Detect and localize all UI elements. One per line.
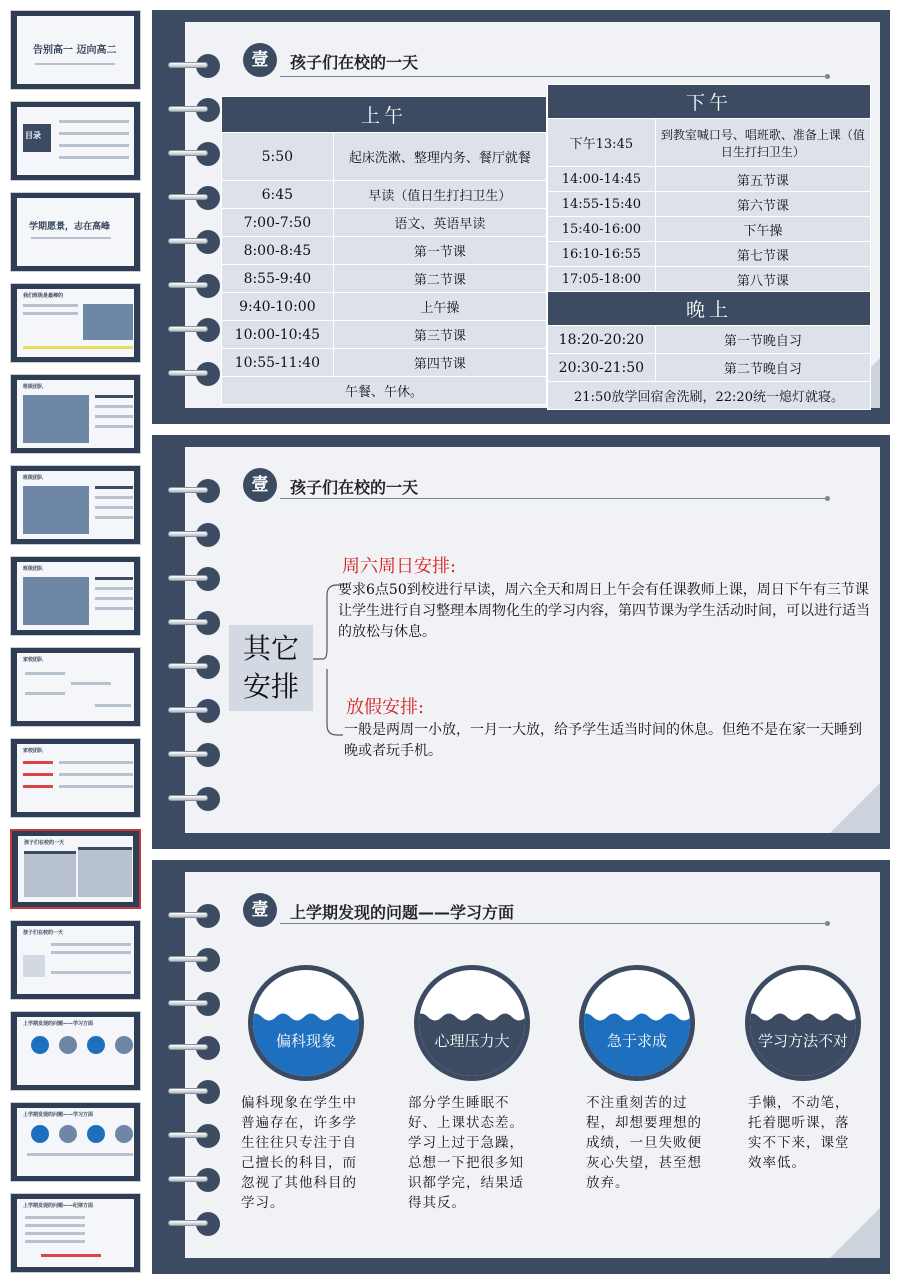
schedule-time: 16:10-16:55 xyxy=(548,242,656,267)
slide-thumbnail-panel xyxy=(0,0,150,1286)
slide-thumbnail-14[interactable]: 上学期发现的问题——纪律方面 xyxy=(10,1193,141,1273)
binder-ring xyxy=(168,54,208,78)
binder-ring xyxy=(168,787,208,811)
binder-ring xyxy=(168,992,208,1016)
binder-ring xyxy=(168,318,208,342)
slide-thumbnail-2[interactable]: 目录 xyxy=(10,101,141,181)
binder-ring xyxy=(168,186,208,210)
slide-thumbnail-9[interactable]: 家校团队 xyxy=(10,738,141,818)
schedule-activity: 第六节课 xyxy=(655,192,870,217)
binder-ring xyxy=(168,230,208,254)
binder-ring xyxy=(168,567,208,591)
problem-description: 不注重刻苦的过程，却想要理想的成绩，一旦失败便灰心失望，甚至想放弃。 xyxy=(586,1095,702,1191)
holiday-description: 一般是两周一小放，一月一大放，给予学生适当时间的休息。但绝不是在家一天睡到晚或者玩手机。 xyxy=(344,722,862,759)
schedule-time: 20:30-21:50 xyxy=(548,354,656,382)
binder-ring xyxy=(168,142,208,166)
slide-thumbnail-10-active[interactable]: 孩子们在校的一天 xyxy=(10,829,141,909)
morning-schedule-table xyxy=(221,96,547,405)
binder-ring xyxy=(168,274,208,298)
schedule-time: 14:00-14:45 xyxy=(548,167,656,192)
schedule-time: 17:05-18:00 xyxy=(548,267,656,292)
schedule-time: 6:45 xyxy=(222,181,334,209)
binder-ring xyxy=(168,743,208,767)
binder-ring xyxy=(168,523,208,547)
title-divider xyxy=(280,498,828,499)
schedule-time: 9:40-10:00 xyxy=(222,293,334,321)
slide-3-learning-problems xyxy=(152,860,890,1274)
schedule-activity: 第八节课 xyxy=(655,267,870,292)
slide-thumbnail-13[interactable]: 上学期发现的问题——学习方面 xyxy=(10,1102,141,1182)
slide-title: 上学期发现的问题——学习方面 xyxy=(290,903,515,922)
binder-ring xyxy=(168,98,208,122)
schedule-activity: 第二节课 xyxy=(333,265,546,293)
other-arrangements-box: 其它 安排 xyxy=(229,625,313,711)
slide-title: 孩子们在校的一天 xyxy=(290,478,419,497)
binder-ring xyxy=(168,904,208,928)
problem-circle-2 xyxy=(414,965,530,1081)
schedule-activity: 上午操 xyxy=(333,293,546,321)
schedule-footer: 午餐、午休。 xyxy=(222,377,547,405)
schedule-time: 14:55-15:40 xyxy=(548,192,656,217)
schedule-activity: 第二节晚自习 xyxy=(655,354,870,382)
wave-shape xyxy=(750,1010,856,1024)
weekend-description: 要求6点50到校进行早读，周六全天和周日上午会有任课教师上课，周日下午有三节课让学生进行自习整理本周物化生的学习内容，第四节课为学生活动时间，可以进行适当的放松与休息。 xyxy=(338,582,870,640)
wave-shape xyxy=(253,1010,359,1024)
schedule-time: 15:40-16:00 xyxy=(548,217,656,242)
problem-description: 偏科现象在学生中普遍存在，许多学生往往只专注于自己擅长的科目，而忽视了其他科目的学习。 xyxy=(241,1095,357,1211)
evening-header: 晚上 xyxy=(548,292,871,326)
schedule-activity: 第七节课 xyxy=(655,242,870,267)
schedule-time: 下午13:45 xyxy=(548,119,656,167)
binder-ring xyxy=(168,1124,208,1148)
slide-thumbnail-4[interactable]: 我们班级是最棒的 xyxy=(10,283,141,363)
problem-label: 学习方法不对 xyxy=(757,1032,848,1050)
problem-label: 偏科现象 xyxy=(275,1032,336,1050)
schedule-time: 7:00-7:50 xyxy=(222,209,334,237)
schedule-activity: 早读（值日生打扫卫生） xyxy=(333,181,546,209)
title-divider xyxy=(280,923,828,924)
binder-ring xyxy=(168,362,208,386)
section-badge: 壹 xyxy=(243,43,277,77)
problem-label: 心理压力大 xyxy=(434,1032,510,1050)
section-badge: 壹 xyxy=(243,468,277,502)
slide-title: 孩子们在校的一天 xyxy=(290,53,419,72)
binder-ring xyxy=(168,699,208,723)
slide-thumbnail-3[interactable]: 学期愿景，志在高峰 xyxy=(10,192,141,272)
slide-1-daily-schedule xyxy=(152,10,890,424)
weekend-heading: 周六周日安排: xyxy=(342,556,457,577)
problem-circle-1 xyxy=(248,965,364,1081)
slide-thumbnail-12[interactable]: 上学期发现的问题——学习方面 xyxy=(10,1011,141,1091)
title-divider xyxy=(280,76,828,77)
slide-2-other-arrangements xyxy=(152,435,890,849)
schedule-activity: 第一节晚自习 xyxy=(655,326,870,354)
binder-ring xyxy=(168,479,208,503)
afternoon-header: 下午 xyxy=(548,85,871,119)
slide-thumbnail-11[interactable]: 孩子们在校的一天 xyxy=(10,920,141,1000)
binder-ring xyxy=(168,655,208,679)
schedule-time: 8:00-8:45 xyxy=(222,237,334,265)
schedule-activity: 语文、英语早读 xyxy=(333,209,546,237)
schedule-activity: 到教室喊口号、唱班歌、准备上课（值日生打扫卫生） xyxy=(655,119,870,167)
schedule-activity: 第三节课 xyxy=(333,321,546,349)
slide-thumbnail-1[interactable]: 告别高一 迈向高二 xyxy=(10,10,141,90)
schedule-activity: 第五节课 xyxy=(655,167,870,192)
schedule-activity: 第一节课 xyxy=(333,237,546,265)
schedule-footer: 21:50放学回宿舍洗刷，22:20统一熄灯就寝。 xyxy=(548,382,871,410)
problem-label: 急于求成 xyxy=(606,1032,667,1050)
slide-thumbnail-7[interactable]: 班级团队 xyxy=(10,556,141,636)
slide-thumbnail-5[interactable]: 班级团队 xyxy=(10,374,141,454)
problem-description: 手懒，不动笔，托着腮听课，落实不下来，课堂效率低。 xyxy=(748,1095,850,1171)
schedule-activity: 下午操 xyxy=(655,217,870,242)
schedule-time: 10:55-11:40 xyxy=(222,349,334,377)
schedule-time: 5:50 xyxy=(222,133,334,181)
wave-shape xyxy=(419,1010,525,1024)
wave-shape xyxy=(584,1010,690,1024)
binder-ring xyxy=(168,1168,208,1192)
problem-description: 部分学生睡眠不好、上课状态差。学习上过于急躁，总想一下把很多知识都学完，结果适得其反。 xyxy=(408,1095,524,1211)
problem-circle-3 xyxy=(579,965,695,1081)
schedule-time: 10:00-10:45 xyxy=(222,321,334,349)
binder-ring xyxy=(168,1080,208,1104)
page-corner-fold xyxy=(830,783,880,833)
binder-ring xyxy=(168,1212,208,1236)
schedule-activity: 第四节课 xyxy=(333,349,546,377)
binder-ring xyxy=(168,1036,208,1060)
schedule-time: 8:55-9:40 xyxy=(222,265,334,293)
problem-circle-4 xyxy=(745,965,861,1081)
section-badge: 壹 xyxy=(243,893,277,927)
slide-thumbnail-8[interactable]: 家校团队 xyxy=(10,647,141,727)
holiday-heading: 放假安排: xyxy=(346,697,425,718)
binder-ring xyxy=(168,611,208,635)
page-corner-fold xyxy=(830,1208,880,1258)
binder-ring xyxy=(168,948,208,972)
schedule-time: 18:20-20:20 xyxy=(548,326,656,354)
afternoon-evening-schedule-table xyxy=(547,84,871,410)
morning-header: 上午 xyxy=(222,97,547,133)
slide-thumbnail-6[interactable]: 班级团队 xyxy=(10,465,141,545)
schedule-activity: 起床洗漱、整理内务、餐厅就餐 xyxy=(333,133,546,181)
